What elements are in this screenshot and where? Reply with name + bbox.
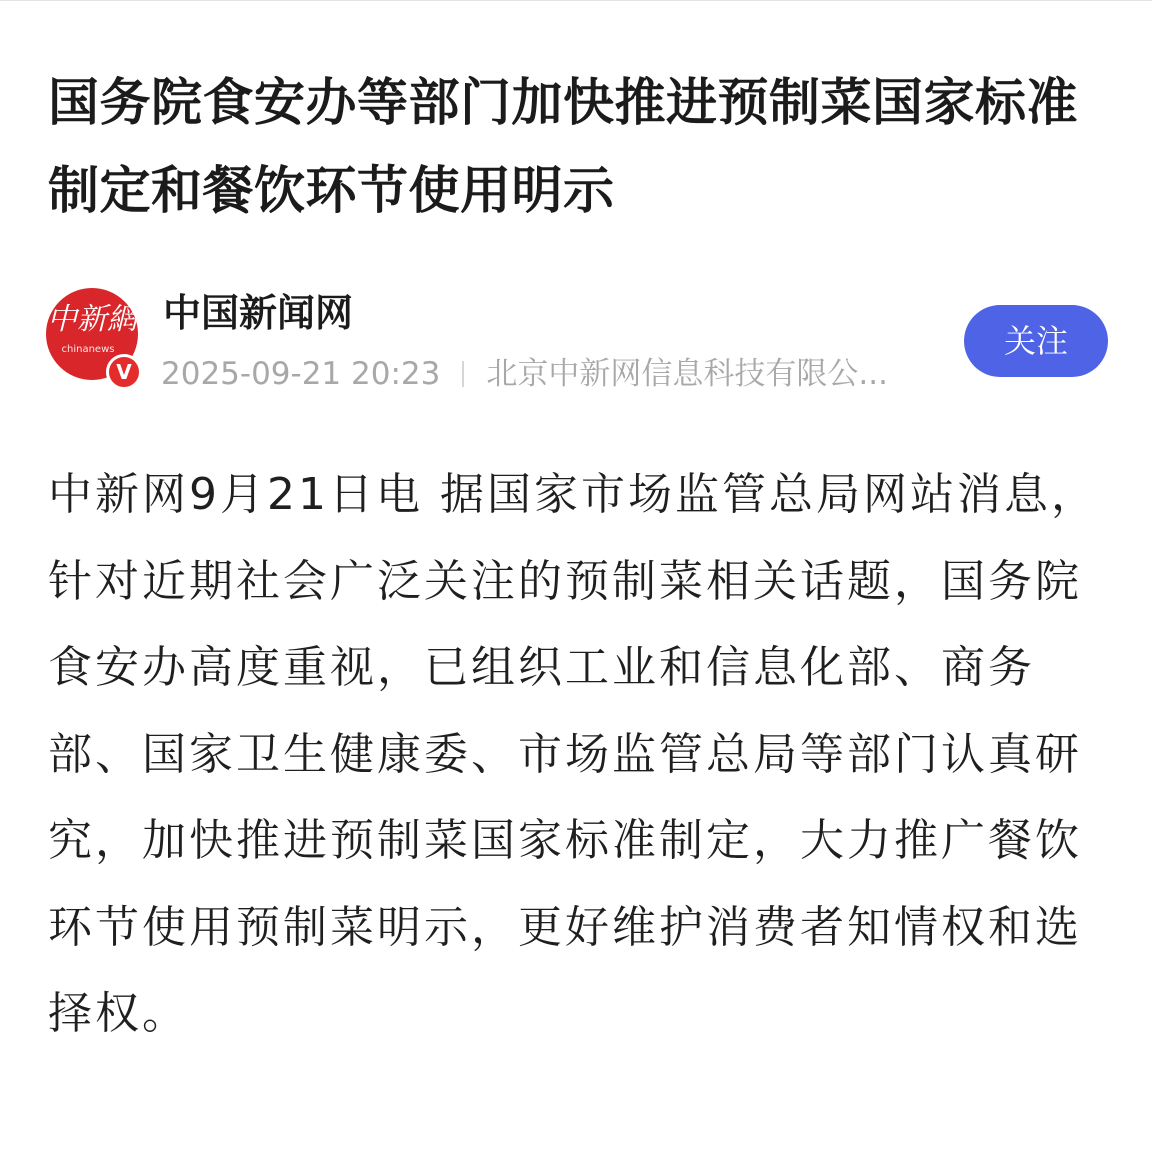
article-title: 国务院食安办等部门加快推进预制菜国家标准制定和餐饮环节使用明示	[48, 74, 1079, 221]
follow-button[interactable]: 关注	[964, 305, 1108, 377]
author-bar	[46, 286, 1112, 396]
publish-time: 2025-09-21 20:23	[161, 356, 441, 392]
article-body: 中新网9月21日电 据国家市场监管总局网站消息，针对近期社会广泛关注的预制菜相关话题，国务院食安办高度重视，已组织工业和信息化部、商务部、国家卫生健康委、市场监管总局等部门认真研究，加快推进预制菜国家标准制定，大力推广餐饮环节使用预制菜明示，更好维护消费者知情权和选择权。	[48, 469, 1098, 1039]
chinanews-logo-subtext: chinanews	[61, 344, 115, 355]
verified-icon: V	[106, 354, 142, 390]
article-meta	[161, 352, 888, 396]
source-label: 北京中新网信息科技有限公...	[486, 356, 888, 392]
author-name[interactable]: 中国新闻网	[163, 291, 354, 335]
avatar[interactable]	[46, 288, 138, 384]
top-divider	[0, 0, 1152, 1]
meta-separator	[462, 361, 464, 387]
chinanews-logo: 中新網	[47, 302, 137, 337]
